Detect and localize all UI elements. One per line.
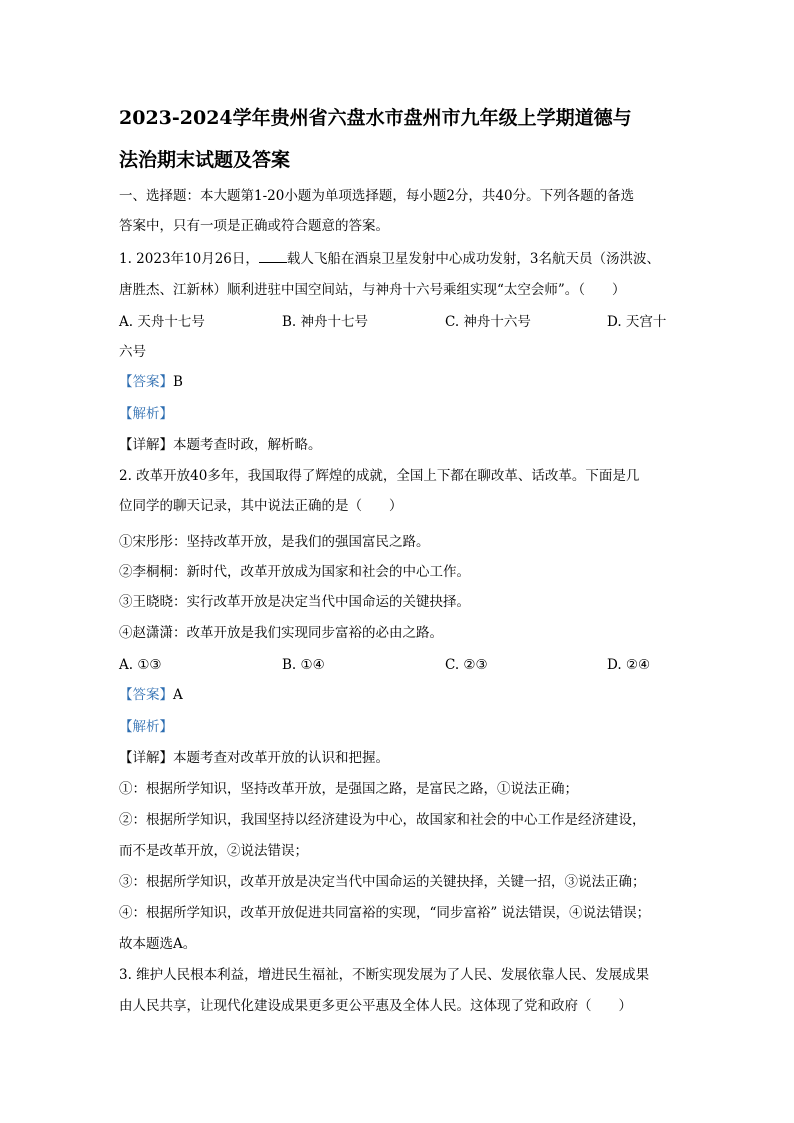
q2-analysis-label: 【解析】 — [119, 719, 173, 735]
section-instructions-line-1: 一、选择题：本大题第1-20小题为单项选择题，每小题2分，共40分。下列各题的备选 — [119, 188, 635, 204]
page-title-line-1: 2023-2024学年贵州省六盘水市盘州市九年级上学期道德与 — [119, 107, 632, 129]
q1-detail — [119, 436, 322, 454]
q1-analysis-label: 【解析】 — [119, 406, 173, 422]
q1-stem-line-1 — [119, 250, 660, 268]
q2-answer-value: A — [173, 687, 183, 703]
q2-explanation-3: 而不是改革开放，②说法错误； — [119, 843, 308, 859]
q2-stem-line-1: 2. 改革开放40多年，我国取得了辉煌的成就，全国上下都在聊改革、话改革。下面是几 — [119, 468, 640, 484]
q3-stem-line-2: 由人民共享，让现代化建设成果更多更公平惠及全体人民。这体现了党和政府（ ） — [119, 998, 632, 1014]
q2-detail-label: 【详解】 — [119, 750, 173, 766]
q1-detail-text: 本题考查时政，解析略。 — [173, 437, 322, 453]
page-title-line-2: 法治期末试题及答案 — [119, 149, 291, 171]
q2-item-4: ④赵潇潇：改革开放是我们实现同步富裕的必由之路。 — [119, 625, 443, 641]
q1-answer — [119, 373, 183, 391]
q2-answer — [119, 686, 183, 704]
q1-option-b: B. 神舟十七号 — [282, 314, 369, 330]
q2-explanation-5: ④：根据所学知识，改革开放促进共同富裕的实现，“同步富裕” 说法错误，④说法错误； — [119, 905, 651, 921]
q2-explanation-1: ①：根据所学知识，坚持改革开放，是强国之路，是富民之路，①说法正确； — [119, 781, 578, 797]
q2-conclusion: 故本题选A。 — [119, 936, 197, 952]
q1-option-d-continued: 六号 — [119, 344, 146, 360]
q1-answer-label: 【答案】 — [119, 374, 173, 390]
q2-option-c: C. ②③ — [445, 657, 488, 673]
q1-answer-value: B — [173, 374, 183, 390]
q3-stem-line-1: 3. 维护人民根本利益，增进民生福祉，不断实现发展为了人民、发展依靠人民、发展成果 — [119, 967, 650, 983]
q2-option-a: A. ①③ — [119, 657, 162, 673]
q1-stem-suffix: 载人飞船在酒泉卫星发射中心成功发射，3名航天员（汤洪波、 — [286, 251, 660, 267]
section-instructions-line-2: 答案中，只有一项是正确或符合题意的答案。 — [119, 218, 389, 234]
q2-explanation-4: ③：根据所学知识，改革开放是决定当代中国命运的关键抉择，关键一招，③说法正确； — [119, 874, 646, 890]
q1-stem-line-2: 唐胜杰、江新林）顺利进驻中国空间站，与神舟十六号乘组实现“太空会师”。（ ） — [119, 282, 626, 298]
q1-stem-prefix: 1. 2023年10月26日， — [119, 251, 259, 267]
q2-stem-line-2: 位同学的聊天记录，其中说法正确的是（ ） — [119, 498, 403, 514]
q2-option-d: D. ②④ — [607, 657, 651, 673]
q1-option-a: A. 天舟十七号 — [119, 314, 205, 330]
q2-detail — [119, 749, 389, 767]
q2-item-2: ②李桐桐：新时代，改革开放成为国家和社会的中心工作。 — [119, 564, 470, 580]
q2-option-b: B. ①④ — [282, 657, 325, 673]
q1-detail-label: 【详解】 — [119, 437, 173, 453]
q2-explanation-2: ②：根据所学知识，我国坚持以经济建设为中心，故国家和社会的中心工作是经济建设， — [119, 812, 646, 828]
q1-option-d: D. 天宫十 — [607, 314, 667, 330]
q1-blank — [259, 250, 287, 263]
q2-item-3: ③王晓晓：实行改革开放是决定当代中国命运的关键抉择。 — [119, 594, 470, 610]
q2-item-1: ①宋彤彤：坚持改革开放，是我们的强国富民之路。 — [119, 534, 430, 550]
q1-option-c: C. 神舟十六号 — [445, 314, 531, 330]
q2-detail-text: 本题考查对改革开放的认识和把握。 — [173, 750, 389, 766]
q2-answer-label: 【答案】 — [119, 687, 173, 703]
